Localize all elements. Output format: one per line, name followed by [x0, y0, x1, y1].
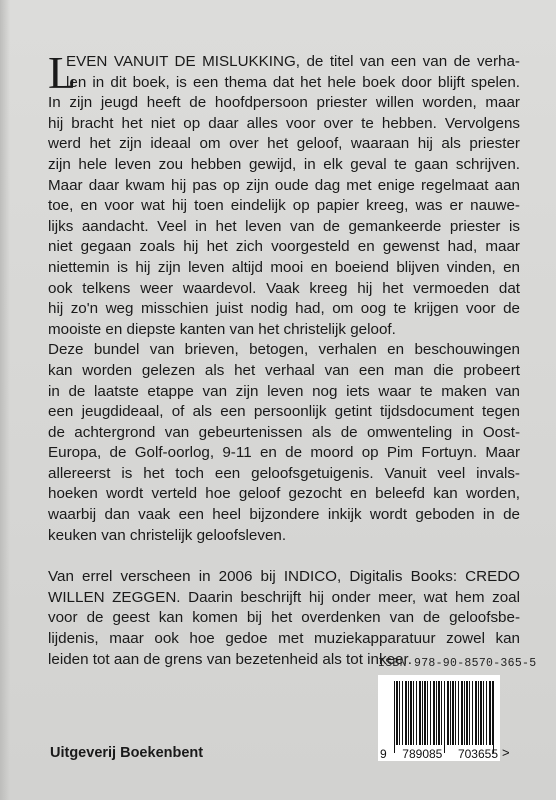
- text-line: zijn hele leven zou hebben gewijd, in elk geval te gaan schrijven.: [48, 155, 520, 173]
- blurb-paragraph-1: [48, 47, 520, 340]
- text-line: Maar daar kwam hij pas op zijn oude dag met enige regelmaat aan: [48, 176, 520, 194]
- text-line: Europa, de Golf-oorlog, 9-11 en de moord op Pim Fortuyn. Maar: [48, 444, 520, 462]
- text-line: ook telkens weer waardevol. Vaak kreeg hij het vermoeden dat: [48, 279, 520, 297]
- barcode-digits: [378, 747, 500, 761]
- blurb-paragraph-3: [48, 567, 520, 670]
- text-line: niettemin is hij zijn leven altijd mooi en boeiend blijven vinden, en: [48, 258, 520, 276]
- paragraph-gap: [48, 546, 520, 567]
- spine-shadow: [0, 0, 10, 800]
- text-line: niet gegaan zoals hij het zich voorgesteld en gewenst had, maar: [48, 238, 520, 256]
- text-line: len in dit boek, is een thema dat het hele boek door blijft spelen.: [66, 73, 520, 91]
- barcode-guard-left: [394, 681, 395, 753]
- text-line: lijdenis, maar ook hoe gedoe met muziekapparatuur zowel kan: [48, 630, 520, 648]
- text-line: lijks aandacht. Veel in het leven van de gemankeerde priester is: [48, 217, 520, 235]
- barcode-arrow: >: [502, 745, 510, 760]
- text-line: werd het zijn ideaal om over het geloof, waaraan hij als priester: [48, 135, 520, 153]
- text-line: waarbij dan vaak een heel bijzondere inkijk wordt geboden in de: [48, 506, 520, 524]
- barcode-lead-digit: 9: [380, 747, 387, 761]
- text-line: een jeugdideaal, of als een persoonlijk getint tijdsdocument tegen: [48, 403, 520, 421]
- text-line: EVEN VANUIT DE MISLUKKING, de titel van een van de verha-: [66, 53, 520, 70]
- publisher-name: Uitgeverij Boekenbent: [50, 745, 204, 761]
- barcode-guard-center: [444, 681, 445, 753]
- barcode-group-2: 703655: [457, 747, 498, 761]
- barcode-guard-right: [493, 681, 494, 753]
- text-line: hij zo'n weg misschien juist nodig had, om oog te krijgen voor de: [48, 300, 520, 318]
- isbn-text: ISBN 978-90-8570-365-5: [378, 657, 537, 670]
- text-line: Van errel verscheen in 2006 bij INDICO, Digitalis Books: CREDO: [48, 568, 520, 586]
- text-line: WILLEN ZEGGEN. Daarin beschrijft hij onder meer, wat hem zoal: [48, 588, 520, 606]
- text-line: hoeken wordt verteld hoe geloof gezocht en beleefd kan worden,: [48, 485, 520, 503]
- text-line: leiden tot aan de grens van bezetenheid als tot inkeer.: [48, 650, 412, 668]
- barcode-group-1: 789085: [402, 747, 443, 761]
- drop-cap: L: [48, 47, 77, 98]
- text-line: in de laatste etappe van zijn leven nog iets waar te maken van: [48, 382, 520, 400]
- barcode: [378, 675, 500, 761]
- blurb-paragraph-2: [48, 340, 520, 546]
- text-line: de achtergrond van gebeurtenissen als de omwenteling in Oost-: [48, 423, 520, 441]
- text-line: Deze bundel van brieven, betogen, verhalen en beschouwingen: [48, 341, 520, 359]
- text-line: kan worden gelezen als het verhaal van een man die probeert: [48, 361, 520, 379]
- blurb-text: [48, 47, 520, 670]
- text-line: mooiste en diepste kanten van het christelijk geloof.: [48, 320, 396, 338]
- text-line: allereerst is het toch een geloofsgetuigenis. Vanuit veel invals-: [48, 464, 520, 482]
- text-line: keuken van christelijk geloofsleven.: [48, 526, 287, 544]
- text-line: hij bracht het niet op daar alles voor over te hebben. Vervolgens: [48, 114, 520, 132]
- text-line: voor de geest kan komen bij het overdenken van de geloofsbe-: [48, 609, 520, 627]
- text-line: In zijn jeugd heeft de hoofdpersoon priester willen worden, maar: [48, 94, 520, 112]
- text-line: toe, en voor wat hij toen eindelijk op papier kreeg, was er nauwe-: [48, 197, 520, 215]
